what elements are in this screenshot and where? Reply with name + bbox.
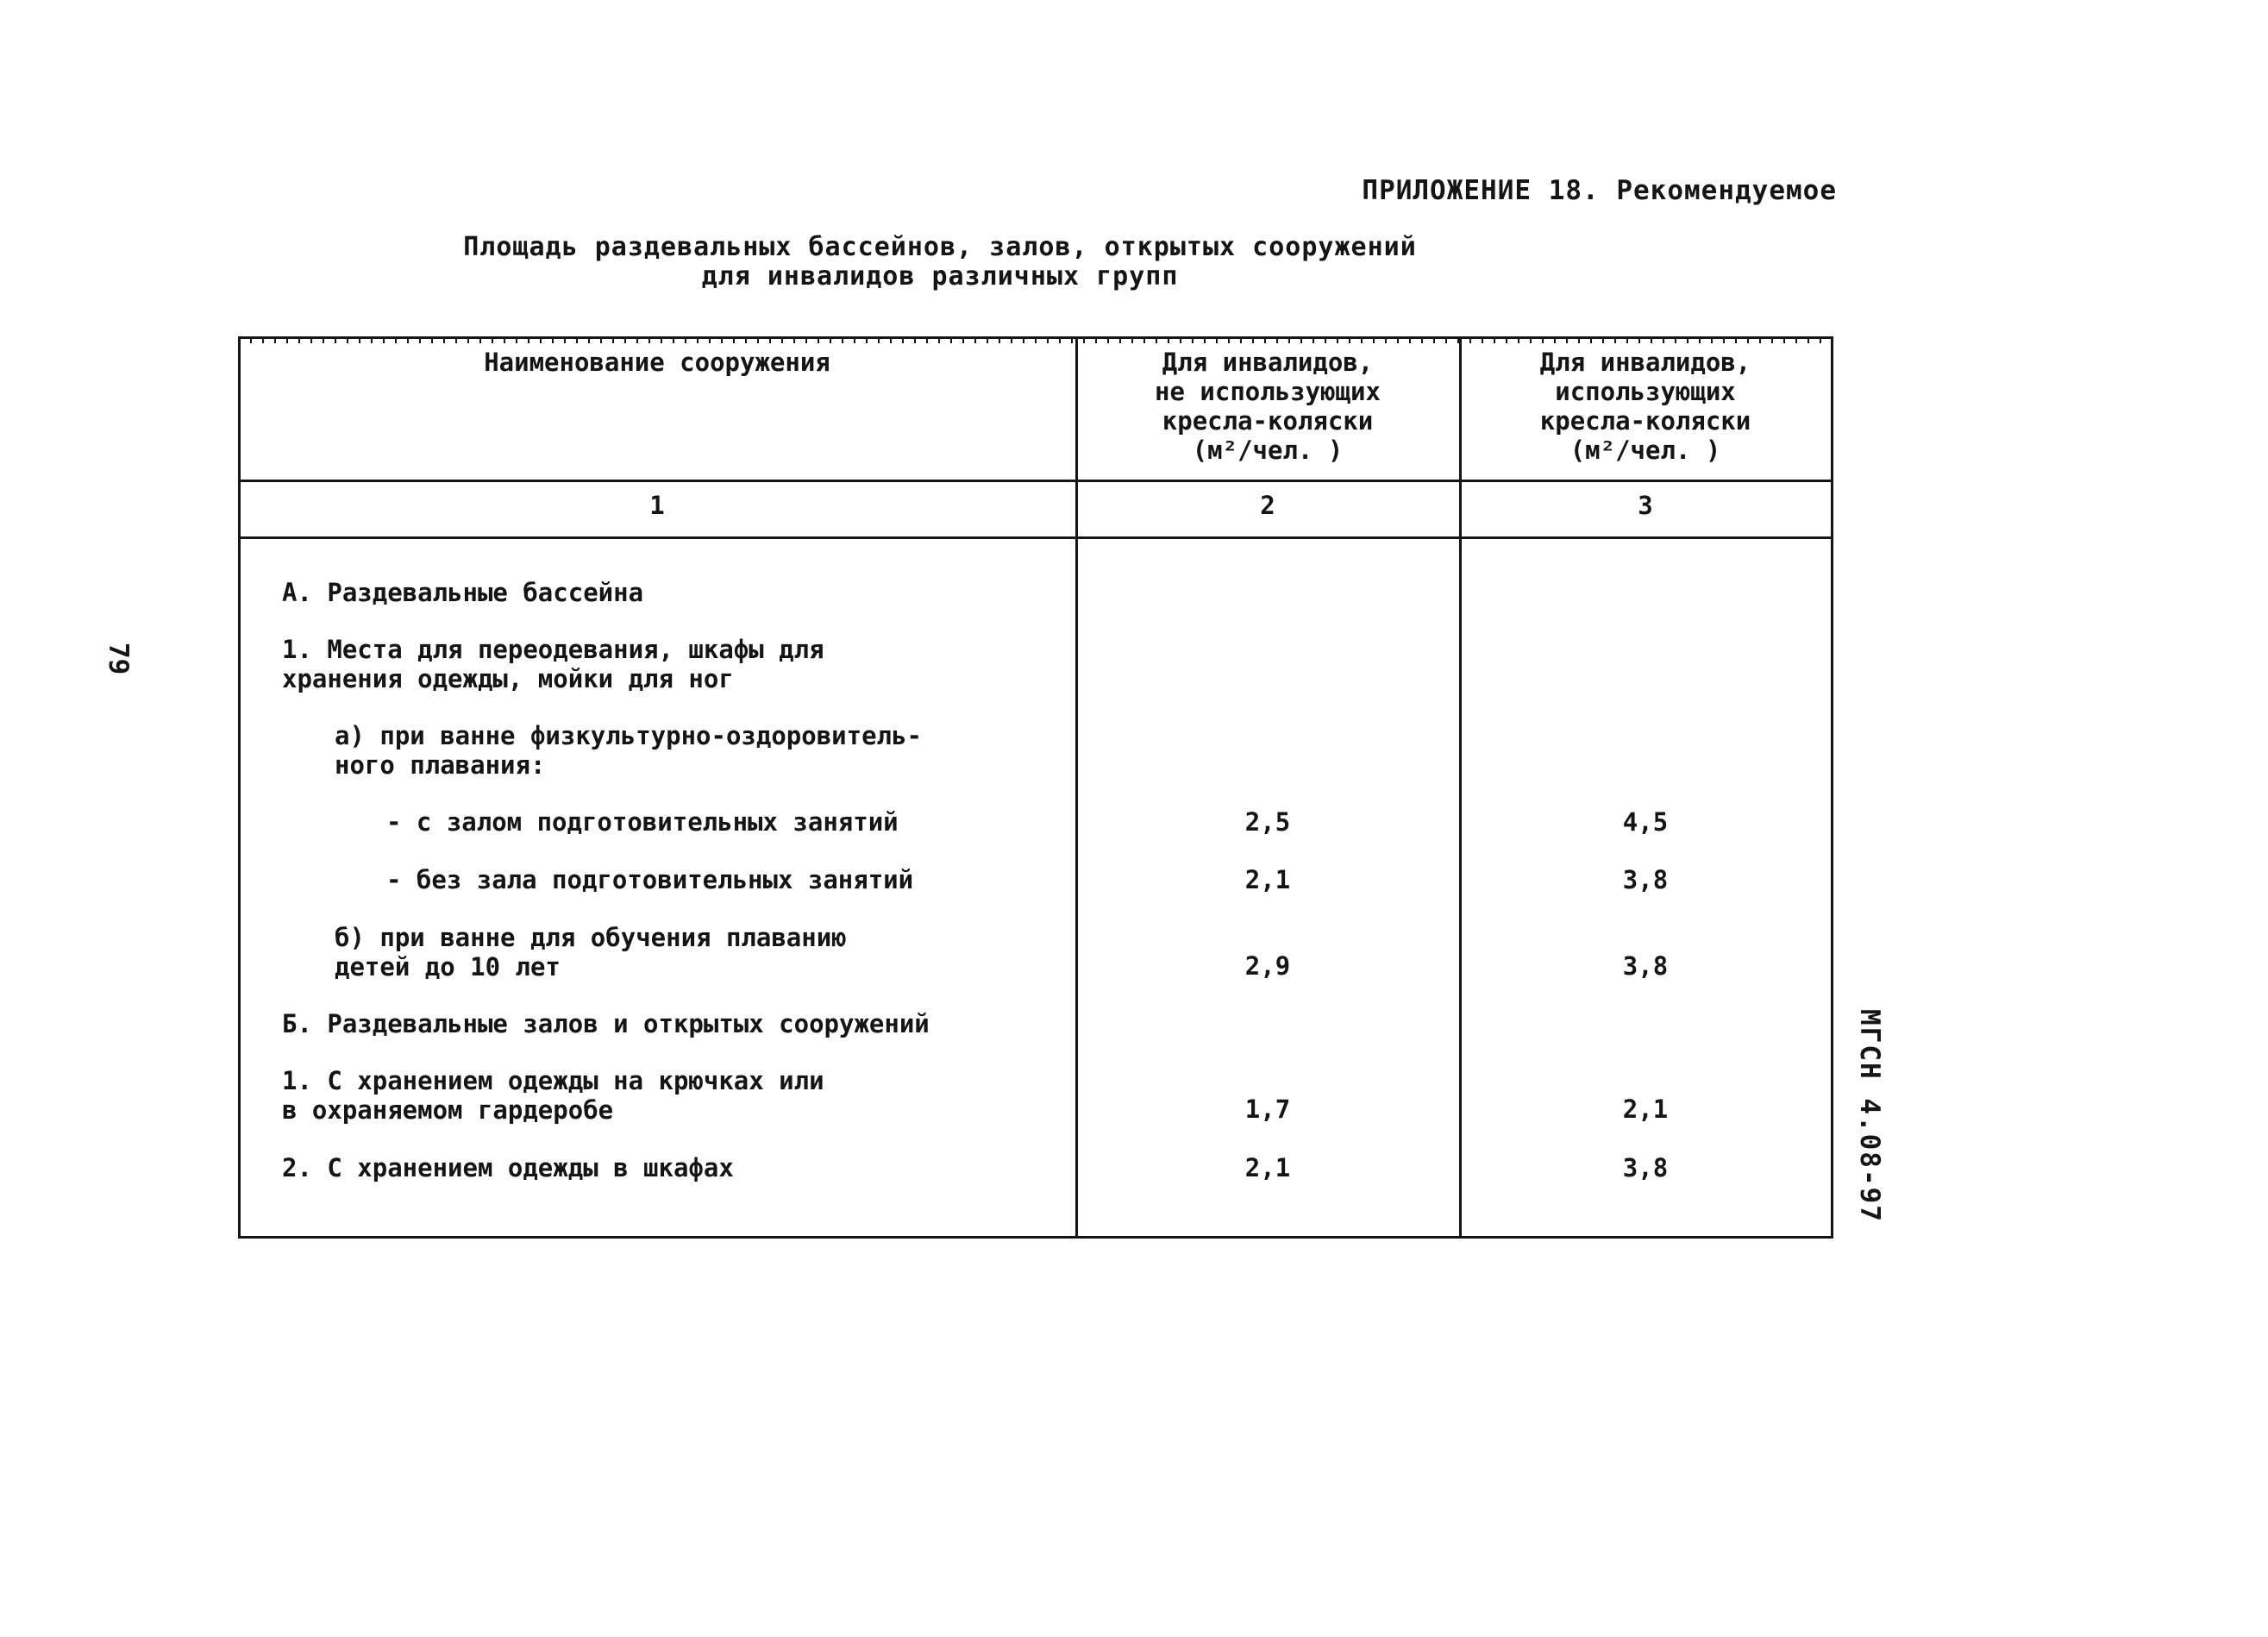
header-col-1: Наименование сооружения [484,348,830,377]
colnum-divider [238,536,1833,539]
row-3-col-2: 2,5 [1244,807,1291,837]
header-col-3: Для инвалидов, использующих кресла-коляски (м²/чел. ) [1539,348,1751,465]
col-border-1 [1075,336,1078,1239]
header-divider [238,480,1833,482]
column-number-2: 2 [1260,491,1275,520]
column-number-3: 3 [1638,491,1653,520]
title-line-2: для инвалидов различных групп [701,261,1179,292]
col-border-left [238,336,241,1239]
row-7-col-3: 2,1 [1622,1094,1669,1124]
row-text-2: а) при ванне физкультурно-оздоровитель- ного плавания: [335,721,922,780]
row-text-5: б) при ванне для обучения плаванию детей до 10 лет [335,923,847,982]
row-text-7: 1. С хранением одежды на крючках или в охраняемом гардеробе [282,1066,824,1125]
row-text-6: Б. Раздевальные залов и открытых сооружений [282,1009,930,1038]
row-4-col-2: 2,1 [1244,865,1291,894]
row-8-col-3: 3,8 [1622,1153,1669,1182]
row-4-col-3: 3,8 [1622,865,1669,894]
col-border-2 [1459,336,1462,1239]
col-border-right [1831,336,1833,1239]
row-text-0: А. Раздевальные бассейна [282,578,644,607]
column-number-1: 1 [649,491,665,520]
row-text-1: 1. Места для переодевания, шкафы для хранения одежды, мойки для ног [282,635,824,693]
row-5-col-3: 3,8 [1622,951,1669,981]
title-line-1: Площадь раздевальных бассейнов, залов, открытых сооружений [463,232,1417,262]
page-number: 79 [103,643,134,675]
document-code: МГСН 4.08-97 [1854,1009,1885,1223]
table-bottom-border [238,1236,1833,1239]
appendix-label: ПРИЛОЖЕНИЕ 18. Рекомендуемое [1362,175,1837,206]
table-top-ticks [238,336,1833,343]
row-text-4: - без зала подготовительных занятий [386,865,914,894]
row-5-col-2: 2,9 [1244,951,1291,981]
header-col-2: Для инвалидов, не использующих кресла-коляски (м²/чел. ) [1155,348,1381,465]
row-3-col-3: 4,5 [1622,807,1669,837]
row-text-3: - с залом подготовительных занятий [386,807,899,837]
row-7-col-2: 1,7 [1244,1094,1291,1124]
row-8-col-2: 2,1 [1244,1153,1291,1182]
row-text-8: 2. С хранением одежды в шкафах [282,1153,734,1182]
